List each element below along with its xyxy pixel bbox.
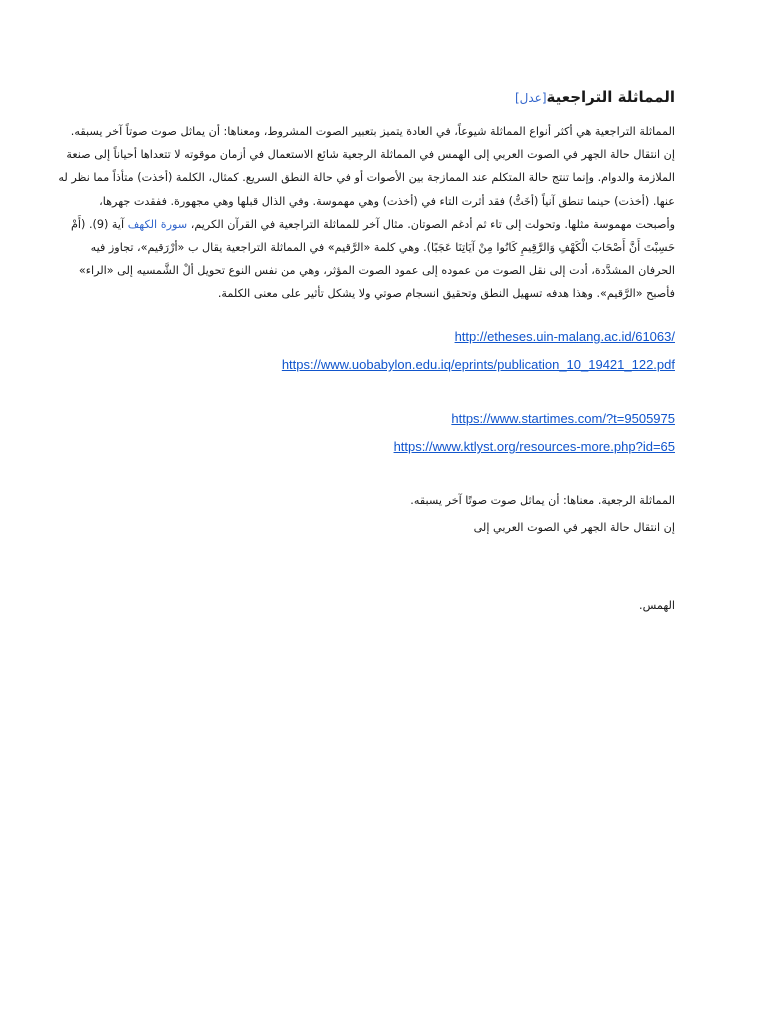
paragraph-line: الحرفان المشدَّدة، أدت إلى نقل الصوت من عموده إلى عمود الصوت المؤثر، وهي من نفس النوع تحويل ألْ الشَّمسيه إلى «الراء»	[78, 264, 675, 278]
paragraph-line: عنها. (أخذت) حينما تنطق آنياً (أخَتُّ) فقد أثرت التاء في (أخذت) وهي مهموسة. وفي الذال قبلها وهي مجهورة. ففقدت جهرها،	[99, 194, 675, 208]
paragraph-line: الملازمة والدوام. وإنما تنتج حالة المتكلم عند الممازجة بين الأصوات أو في حالة النطق السريع. كمثال، الكلمة (أخذت) متأذاً مما نظر له	[58, 171, 675, 185]
paragraph-text: آية (9). (أَمْ	[70, 217, 125, 231]
note-line: الهمس.	[639, 599, 675, 612]
paragraph-text: وأصبحت مهموسة مثلها. وتحولت إلى تاء ثم أدغم الصوتان. مثال آخر للمماثلة التراجعية في القرآن الكريم،	[190, 217, 675, 231]
paragraph-line: فأصبح «الرَّقيم». وهذا هدفه تسهيل النطق وتحقيق انسجام صوتي ولا يشكل تأثير على معنى الكلمة.	[217, 287, 675, 301]
reference-link-startimes[interactable]: https://www.startimes.com/?t=9505975	[451, 411, 675, 426]
edit-bracket-close: ]	[514, 91, 520, 105]
heading-title: المماثلة التراجعية	[546, 88, 675, 106]
reference-link-uobabylon[interactable]: https://www.uobabylon.edu.iq/eprints/publication_10_19421_122.pdf	[281, 357, 675, 372]
section-heading	[115, 86, 675, 109]
surah-al-kahf-link[interactable]: سورة الكهف	[127, 217, 188, 231]
note-line: إن انتقال حالة الجهر في الصوت العربي إلى	[473, 521, 675, 534]
paragraph-line	[70, 213, 675, 236]
reference-link-etheses[interactable]: http://etheses.uin-malang.ac.id/61063/	[454, 329, 675, 344]
paragraph-line: إن انتقال حالة الجهر في الصوت العربي إلى الهمس في المماثلة الرجعية شائع الاستعمال في أزمان موقوته لا تتعداها أحياناً إلى صنعة	[66, 148, 675, 162]
edit-bracket-open: [	[541, 91, 547, 105]
reference-link-ktlyst[interactable]: https://www.ktlyst.org/resources-more.php?id=65	[393, 439, 675, 454]
body-paragraph	[58, 120, 675, 306]
note-line: المماثلة الرجعية. معناها: أن يماثل صوت صوتًا آخر يسبقه.	[410, 494, 675, 507]
paragraph-line: المماثلة التراجعية هي أكثر أنواع المماثلة شيوعاً، في العادة يتميز بتعبير الصوت المشروط، ومعناها: أن يماثل صوت صوتاً آخر يسبقه.	[70, 125, 675, 138]
paragraph-line: حَسِبْتَ أَنَّ أَصْحَابَ الْكَهْفِ وَالرَّقِيمِ كَانُوا مِنْ آيَاتِنَا عَجَبًا). وهي كلمة «الرَّقيم» في المماثلة التراجعية يقال ب «أرْرَقيم»، تجاوز فيه	[90, 241, 675, 255]
edit-section-link[interactable]: عدل	[519, 91, 542, 105]
edit-section-link-wrapper	[515, 91, 547, 105]
